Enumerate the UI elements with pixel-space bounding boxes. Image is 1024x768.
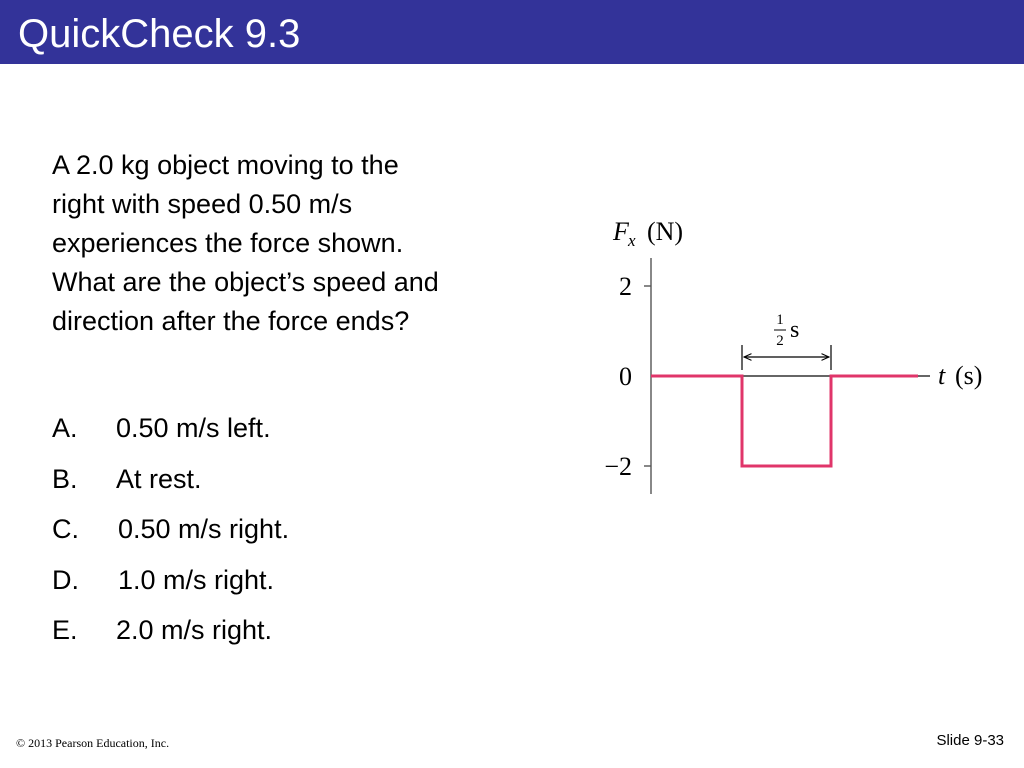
interval-label-unit: s (790, 317, 800, 343)
choice-a (52, 408, 532, 459)
question-text (52, 146, 552, 341)
answer-choices (52, 408, 532, 661)
choice-text: At rest. (116, 463, 202, 494)
y-tick-label: 2 (619, 272, 632, 301)
choice-d (52, 560, 532, 611)
question-line: A 2.0 kg object moving to the (52, 150, 399, 180)
choice-letter: C. (52, 514, 79, 544)
choice-text: 0.50 m/s left. (116, 413, 271, 443)
slide-number: Slide 9-33 (936, 732, 1004, 749)
force-series-line (651, 376, 918, 466)
question-line: right with speed 0.50 m/s (52, 189, 353, 219)
x-axis-label-unit: (s) (955, 361, 983, 390)
y-axis-label-unit: (N) (647, 217, 684, 246)
question-line: direction after the force ends? (52, 306, 410, 336)
choice-letter: A. (52, 413, 78, 443)
choice-letter: E. (52, 615, 78, 645)
force-graph (580, 200, 1000, 505)
choice-b (52, 459, 532, 510)
interval-label-denominator: 2 (776, 333, 784, 349)
choice-letter: B. (52, 463, 78, 494)
copyright-notice: © 2013 Pearson Education, Inc. (16, 736, 170, 750)
question-line: What are the object’s speed and (52, 267, 439, 297)
title-bar (0, 0, 1024, 64)
y-tick-label: 0 (619, 362, 632, 391)
interval-label-numerator: 1 (776, 312, 784, 328)
force-graph-svg (580, 200, 1000, 500)
choice-text: 0.50 m/s right. (118, 514, 290, 544)
choice-e (52, 610, 532, 661)
choice-text: 1.0 m/s right. (118, 564, 275, 595)
x-axis-label-symbol: t (938, 361, 946, 390)
choice-letter: D. (52, 564, 79, 595)
slide-title: QuickCheck 9.3 (18, 12, 301, 56)
choice-text: 2.0 m/s right. (116, 615, 273, 645)
y-axis-label-subscript: x (628, 231, 636, 250)
y-axis-label-symbol: F (613, 217, 629, 246)
y-tick-label: −2 (604, 452, 632, 481)
choice-c (52, 509, 532, 560)
question-line: experiences the force shown. (52, 228, 404, 258)
